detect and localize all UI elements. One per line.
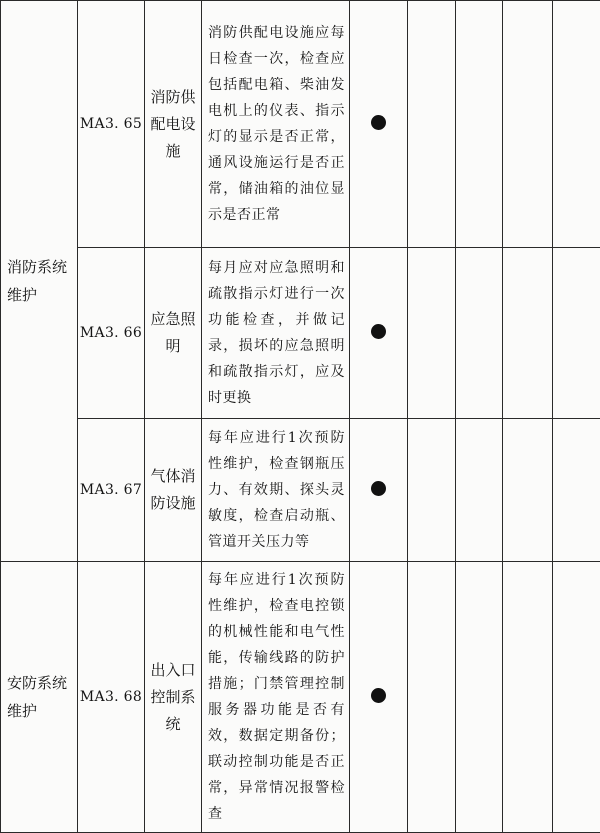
mark-cell xyxy=(350,1,408,248)
bullet-dot-icon xyxy=(371,481,386,496)
mark-cell xyxy=(350,562,408,833)
empty-cell xyxy=(553,1,600,248)
subject-cell: 应急照明 xyxy=(145,248,202,419)
subject-cell: 气体消防设施 xyxy=(145,419,202,562)
empty-cell xyxy=(456,1,503,248)
empty-cell xyxy=(408,1,456,248)
content-cell: 消防供配电设施应每日检查一次，检查应包括配电箱、柴油发电机上的仪表、指示灯的显示是否正常，通风设施运行是否正常，储油箱的油位显示是否正常 xyxy=(202,1,350,248)
category-cell-security: 安防系统维护 xyxy=(1,562,78,833)
code-cell: MA3. 66 xyxy=(78,248,145,419)
empty-cell xyxy=(456,562,503,833)
subject-cell: 消防供配电设施 xyxy=(145,1,202,248)
empty-cell xyxy=(408,248,456,419)
empty-cell xyxy=(408,562,456,833)
empty-cell xyxy=(553,248,600,419)
table-row xyxy=(1,248,600,419)
bullet-dot-icon xyxy=(371,688,386,703)
empty-cell xyxy=(503,248,553,419)
content-cell: 每年应进行1次预防性维护，检查钢瓶压力、有效期、探头灵敏度，检查启动瓶、管道开关压力等 xyxy=(202,419,350,562)
mark-cell xyxy=(350,248,408,419)
subject-cell: 出入口控制系统 xyxy=(145,562,202,833)
code-cell: MA3. 67 xyxy=(78,419,145,562)
content-cell: 每月应对应急照明和疏散指示灯进行一次功能检查，并做记录，损坏的应急照明和疏散指示灯，应及时更换 xyxy=(202,248,350,419)
table-row xyxy=(1,419,600,562)
mark-cell xyxy=(350,419,408,562)
table-row xyxy=(1,1,600,248)
content-cell: 每年应进行1次预防性维护，检查电控锁的机械性能和电气性能，传输线路的防护措施；门禁管理控制服务器功能是否有效，数据定期备份；联动控制功能是否正常，异常情况报警检查 xyxy=(202,562,350,833)
bullet-dot-icon xyxy=(371,115,386,130)
empty-cell xyxy=(553,562,600,833)
bullet-dot-icon xyxy=(371,324,386,339)
empty-cell xyxy=(553,419,600,562)
code-cell: MA3. 65 xyxy=(78,1,145,248)
empty-cell xyxy=(456,248,503,419)
empty-cell xyxy=(408,419,456,562)
empty-cell xyxy=(503,419,553,562)
empty-cell xyxy=(456,419,503,562)
code-cell: MA3. 68 xyxy=(78,562,145,833)
empty-cell xyxy=(503,1,553,248)
table-row xyxy=(1,562,600,833)
category-cell-fire: 消防系统维护 xyxy=(1,1,78,562)
empty-cell xyxy=(503,562,553,833)
